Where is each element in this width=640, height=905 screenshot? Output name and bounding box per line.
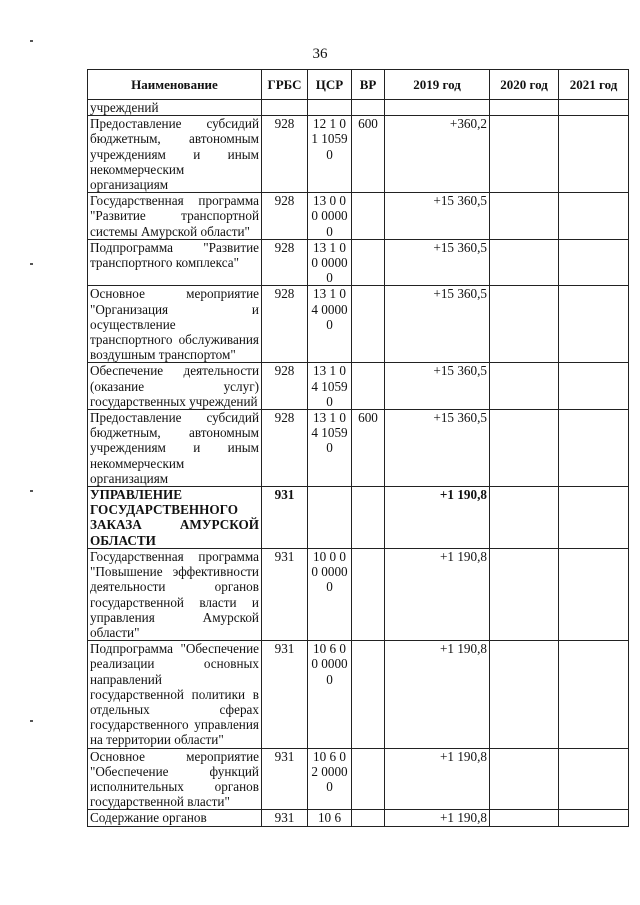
row-name-cell: Предоставление субсидий бюджетным, автономным учреждениям и иным некоммерческим организациям — [88, 410, 262, 487]
row-name-cell: Основное мероприятие "Обеспечение функций исполнительных органов государственной власти" — [88, 748, 262, 810]
row-2020-cell — [490, 487, 559, 549]
row-grbs-cell: 928 — [262, 410, 308, 487]
row-2021-cell — [559, 286, 629, 363]
header-2019: 2019 год — [385, 70, 490, 100]
row-csr-cell: 10 6 02 00000 — [308, 748, 352, 810]
row-2020-cell — [490, 193, 559, 240]
page-number: 36 — [312, 46, 328, 62]
row-csr-cell: 13 1 04 10590 — [308, 410, 352, 487]
table-row — [88, 363, 629, 410]
row-2019-cell: +15 360,5 — [385, 363, 490, 410]
row-name-cell: Предоставление субсидий бюджетным, автономным учреждениям и иным некоммерческим организациям — [88, 116, 262, 193]
row-2020-cell — [490, 410, 559, 487]
row-2019-cell: +360,2 — [385, 116, 490, 193]
row-vr-cell — [352, 641, 385, 748]
row-grbs-cell: 931 — [262, 487, 308, 549]
row-name-cell: Подпрограмма "Развитие транспортного комплекса" — [88, 239, 262, 286]
row-vr-cell — [352, 193, 385, 240]
budget-table — [87, 69, 629, 827]
header-csr: ЦСР — [308, 70, 352, 100]
row-csr-cell — [308, 487, 352, 549]
row-2019-cell: +1 190,8 — [385, 641, 490, 748]
row-vr-cell — [352, 239, 385, 286]
row-grbs-cell: 931 — [262, 810, 308, 826]
header-2021: 2021 год — [559, 70, 629, 100]
row-grbs-cell: 928 — [262, 239, 308, 286]
header-vr: ВР — [352, 70, 385, 100]
row-2019-cell: +15 360,5 — [385, 410, 490, 487]
row-vr-cell — [352, 286, 385, 363]
row-name-cell: Основное мероприятие "Организация и осуществление транспортного обслуживания воздушным транспортом" — [88, 286, 262, 363]
row-grbs-cell: 931 — [262, 748, 308, 810]
row-2020-cell — [490, 239, 559, 286]
row-2021-cell — [559, 810, 629, 826]
row-2019-cell: +1 190,8 — [385, 810, 490, 826]
margin-mark — [30, 40, 33, 42]
row-2019-cell: +1 190,8 — [385, 487, 490, 549]
row-csr-cell: 13 1 00 00000 — [308, 239, 352, 286]
row-grbs-cell: 928 — [262, 363, 308, 410]
row-name-cell: Содержание органов — [88, 810, 262, 826]
row-2021-cell — [559, 363, 629, 410]
row-2019-cell: +15 360,5 — [385, 239, 490, 286]
margin-mark — [30, 263, 33, 265]
row-vr-cell — [352, 548, 385, 640]
row-grbs-cell: 928 — [262, 116, 308, 193]
row-2020-cell — [490, 641, 559, 748]
header-2020: 2020 год — [490, 70, 559, 100]
row-2019-cell: +15 360,5 — [385, 193, 490, 240]
row-name-cell: УПРАВЛЕНИЕ ГОСУДАРСТВЕННОГО ЗАКАЗА АМУРСКОЙ ОБЛАСТИ — [88, 487, 262, 549]
row-2020-cell — [490, 116, 559, 193]
row-2019-cell: +15 360,5 — [385, 286, 490, 363]
row-2021-cell — [559, 548, 629, 640]
table-header-row — [88, 70, 629, 100]
row-2019-cell — [385, 100, 490, 116]
table-row — [88, 748, 629, 810]
row-vr-cell — [352, 363, 385, 410]
row-vr-cell — [352, 810, 385, 826]
row-name-cell: Подпрограмма "Обеспечение реализации основных направлений государственной политики в отдельных сферах государственного управления на территории области" — [88, 641, 262, 748]
row-vr-cell: 600 — [352, 410, 385, 487]
table-row — [88, 487, 629, 549]
row-grbs-cell: 931 — [262, 641, 308, 748]
row-2021-cell — [559, 487, 629, 549]
row-2021-cell — [559, 100, 629, 116]
row-2021-cell — [559, 116, 629, 193]
row-grbs-cell: 928 — [262, 286, 308, 363]
row-2020-cell — [490, 363, 559, 410]
row-csr-cell: 13 1 04 10590 — [308, 363, 352, 410]
row-2020-cell — [490, 810, 559, 826]
row-2021-cell — [559, 239, 629, 286]
row-2020-cell — [490, 100, 559, 116]
table-row — [88, 641, 629, 748]
table-row — [88, 286, 629, 363]
table-row — [88, 410, 629, 487]
row-2020-cell — [490, 548, 559, 640]
row-2020-cell — [490, 286, 559, 363]
table-row — [88, 239, 629, 286]
row-grbs-cell: 928 — [262, 193, 308, 240]
row-2021-cell — [559, 193, 629, 240]
row-2019-cell: +1 190,8 — [385, 548, 490, 640]
row-2021-cell — [559, 748, 629, 810]
row-csr-cell: 12 1 01 10590 — [308, 116, 352, 193]
header-name: Наименование — [88, 70, 262, 100]
row-name-cell: учреждений — [88, 100, 262, 116]
table-row — [88, 193, 629, 240]
row-2021-cell — [559, 410, 629, 487]
row-csr-cell: 10 0 00 00000 — [308, 548, 352, 640]
row-csr-cell — [308, 100, 352, 116]
table-row — [88, 548, 629, 640]
margin-mark — [30, 720, 33, 722]
row-vr-cell — [352, 748, 385, 810]
row-vr-cell: 600 — [352, 116, 385, 193]
table-row — [88, 100, 629, 116]
row-vr-cell — [352, 100, 385, 116]
row-2020-cell — [490, 748, 559, 810]
row-csr-cell: 10 6 — [308, 810, 352, 826]
row-csr-cell: 13 0 00 00000 — [308, 193, 352, 240]
row-vr-cell — [352, 487, 385, 549]
row-name-cell: Государственная программа "Повышение эффективности деятельности органов государственной власти и управления Амурской области" — [88, 548, 262, 640]
row-csr-cell: 13 1 04 00000 — [308, 286, 352, 363]
row-grbs-cell — [262, 100, 308, 116]
row-name-cell: Обеспечение деятельности (оказание услуг) государственных учреждений — [88, 363, 262, 410]
row-csr-cell: 10 6 00 00000 — [308, 641, 352, 748]
header-grbs: ГРБС — [262, 70, 308, 100]
table-row — [88, 810, 629, 826]
row-name-cell: Государственная программа "Развитие транспортной системы Амурской области" — [88, 193, 262, 240]
margin-mark — [30, 490, 33, 492]
row-2019-cell: +1 190,8 — [385, 748, 490, 810]
row-grbs-cell: 931 — [262, 548, 308, 640]
row-2021-cell — [559, 641, 629, 748]
table-row — [88, 116, 629, 193]
